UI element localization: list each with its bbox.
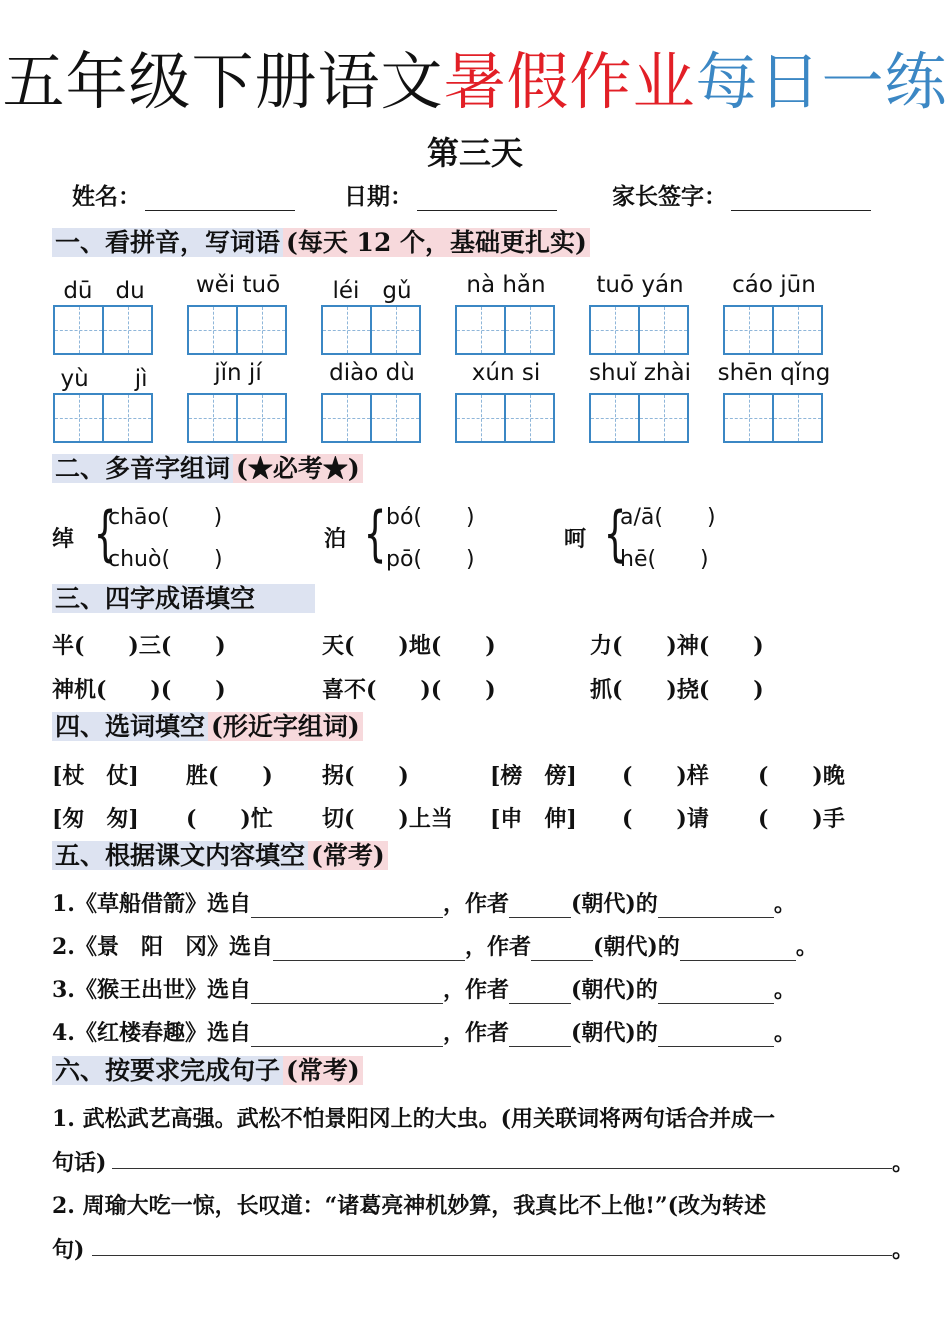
pinyin-label: nà hǎn <box>466 272 546 298</box>
title-part-2: 暑假作业 <box>443 45 696 118</box>
day-heading: 第三天 <box>426 134 523 172</box>
fill-dynasty-label: (朝代)的 <box>570 977 658 1003</box>
pinyin-label: yù jì <box>60 366 148 392</box>
choose-blank[interactable]: ( )晚 <box>758 763 845 789</box>
choose-blank[interactable]: 切( )上当 <box>322 806 453 832</box>
author-blank[interactable] <box>509 897 571 918</box>
date-field[interactable] <box>344 178 557 211</box>
tianzige-box[interactable] <box>455 393 555 443</box>
source-blank[interactable] <box>251 1026 443 1047</box>
tianzige-box[interactable] <box>53 305 153 355</box>
fill-dynasty-label: (朝代)的 <box>570 1020 658 1046</box>
parent-label: 家长签字： <box>612 183 727 210</box>
fill-author-label: ，作者 <box>442 977 509 1003</box>
answer-line[interactable] <box>112 1168 892 1169</box>
work-blank[interactable] <box>658 1026 774 1047</box>
pinyin-label: xún si <box>471 360 541 386</box>
date-label: 日期： <box>344 183 413 210</box>
sentence-prompt: 1. 武松武艺高强。武松不怕景阳冈上的大虫。(用关联词将两句话合并成一 <box>52 1106 776 1132</box>
section-6-note: (常考) <box>283 1056 363 1085</box>
fill-end: 。 <box>773 1020 796 1046</box>
tianzige-box[interactable] <box>589 305 689 355</box>
work-blank[interactable] <box>658 983 774 1004</box>
tianzige-box[interactable] <box>321 393 421 443</box>
sentence-prompt-end: 句话) <box>52 1150 107 1176</box>
section-2-title: 二、多音字组词 <box>52 454 233 483</box>
fill-item <box>52 973 796 1004</box>
pinyin-label: cáo jūn <box>732 272 816 298</box>
pinyin-label: tuō yán <box>596 272 684 298</box>
idiom-item[interactable]: 天( )地( ) <box>322 633 496 659</box>
polyphone-reading[interactable]: pō( ) <box>386 547 475 572</box>
idiom-item[interactable]: 抓( )挠( ) <box>590 677 764 703</box>
brace-icon: { <box>603 499 627 569</box>
tianzige-box[interactable] <box>723 393 823 443</box>
section-3-title: 三、四字成语填空 <box>52 584 315 613</box>
fill-author-label: ，作者 <box>442 891 509 917</box>
fill-prefix: 2.《景 阳 冈》选自 <box>52 934 273 960</box>
page-title <box>0 44 950 120</box>
section-5-title: 五、根据课文内容填空 <box>52 841 308 870</box>
word-group: [榜 傍] <box>490 763 577 789</box>
fill-item <box>52 930 818 961</box>
section-2-heading <box>52 448 363 490</box>
section-4-title: 四、选词填空 <box>52 712 208 741</box>
polyphone-char: 绰 <box>52 526 75 552</box>
pinyin-label: dū du <box>63 278 145 304</box>
polyphone-reading[interactable]: hē( ) <box>620 547 709 572</box>
date-blank[interactable] <box>417 188 557 211</box>
choose-blank[interactable]: ( )样 <box>622 763 709 789</box>
fill-author-label: ，作者 <box>442 1020 509 1046</box>
tianzige-box[interactable] <box>187 305 287 355</box>
title-part-3: 每日一练 <box>695 45 948 118</box>
fill-item <box>52 1016 796 1047</box>
fill-prefix: 1.《草船借箭》选自 <box>52 891 251 917</box>
section-6-title: 六、按要求完成句子 <box>52 1056 283 1085</box>
pinyin-label: léi gǔ <box>332 278 412 304</box>
name-field[interactable] <box>72 178 295 211</box>
polyphone-reading[interactable]: bó( ) <box>386 505 475 530</box>
tianzige-box[interactable] <box>321 305 421 355</box>
idiom-item[interactable]: 神机( )( ) <box>52 677 226 703</box>
word-group: [匆 匆] <box>52 806 139 832</box>
sentence-period: 。 <box>892 1237 915 1263</box>
choose-blank[interactable]: ( )忙 <box>186 806 273 832</box>
polyphone-reading[interactable]: chuò( ) <box>108 547 223 572</box>
section-1-title: 一、看拼音，写词语 <box>52 228 283 257</box>
section-5-heading <box>52 835 388 877</box>
pinyin-label: shuǐ zhài <box>589 360 691 386</box>
fill-prefix: 4.《红楼春趣》选自 <box>52 1020 251 1046</box>
author-blank[interactable] <box>509 1026 571 1047</box>
sentence-period: 。 <box>892 1150 915 1176</box>
word-group: [杖 仗] <box>52 763 139 789</box>
polyphone-char: 泊 <box>324 526 347 552</box>
author-blank[interactable] <box>531 940 593 961</box>
fill-end: 。 <box>773 977 796 1003</box>
fill-dynasty-label: (朝代)的 <box>570 891 658 917</box>
fill-end: 。 <box>773 891 796 917</box>
section-1-note: (每天 12 个，基础更扎实) <box>283 228 590 257</box>
section-4-note: (形近字组词) <box>208 712 363 741</box>
answer-line[interactable] <box>92 1255 892 1256</box>
tianzige-box[interactable] <box>53 393 153 443</box>
source-blank[interactable] <box>251 983 443 1004</box>
tianzige-box[interactable] <box>455 305 555 355</box>
title-part-1: 五年级下册语文 <box>2 45 444 118</box>
fill-author-label: ，作者 <box>464 934 531 960</box>
pinyin-label: jǐn jí <box>214 360 262 386</box>
section-2-note: (★必考★) <box>233 454 363 483</box>
fill-dynasty-label: (朝代)的 <box>592 934 680 960</box>
choose-blank[interactable]: ( )请 <box>622 806 709 832</box>
source-blank[interactable] <box>273 940 465 961</box>
parent-blank[interactable] <box>731 188 871 211</box>
tianzige-box[interactable] <box>723 305 823 355</box>
pinyin-label: shēn qǐng <box>717 360 831 386</box>
sentence-prompt: 2. 周瑜大吃一惊，长叹道：“诸葛亮神机妙算，我真比不上他!”(改为转述 <box>52 1193 767 1219</box>
source-blank[interactable] <box>251 897 443 918</box>
pinyin-label: wěi tuō <box>195 272 281 298</box>
tianzige-box[interactable] <box>187 393 287 443</box>
fill-end: 。 <box>795 934 818 960</box>
choose-blank[interactable]: 胜( ) <box>186 763 273 789</box>
choose-blank[interactable]: ( )手 <box>758 806 845 832</box>
work-blank[interactable] <box>658 897 774 918</box>
idiom-item[interactable]: 喜不( )( ) <box>322 677 496 703</box>
section-6-heading <box>52 1050 363 1092</box>
fill-prefix: 3.《猴王出世》选自 <box>52 977 251 1003</box>
sentence-prompt-end: 句) <box>52 1237 85 1263</box>
work-blank[interactable] <box>680 940 796 961</box>
section-3-heading <box>52 578 315 620</box>
polyphone-reading[interactable]: chāo( ) <box>108 505 223 530</box>
idiom-item[interactable]: 力( )神( ) <box>590 633 764 659</box>
choose-blank[interactable]: 拐( ) <box>322 763 409 789</box>
section-5-note: (常考) <box>308 841 388 870</box>
brace-icon: { <box>93 499 117 569</box>
name-blank[interactable] <box>145 188 295 211</box>
pinyin-label: diào dù <box>329 360 415 386</box>
word-group: [申 伸] <box>490 806 577 832</box>
polyphone-char: 呵 <box>564 526 587 552</box>
fill-item <box>52 887 796 918</box>
brace-icon: { <box>363 499 387 569</box>
name-label: 姓名： <box>72 183 141 210</box>
polyphone-reading[interactable]: a/ā( ) <box>620 505 716 530</box>
parent-signature-field[interactable] <box>612 178 871 211</box>
section-4-heading <box>52 706 363 748</box>
author-blank[interactable] <box>509 983 571 1004</box>
tianzige-box[interactable] <box>589 393 689 443</box>
idiom-item[interactable]: 半( )三( ) <box>52 633 226 659</box>
section-1-heading <box>52 222 590 264</box>
